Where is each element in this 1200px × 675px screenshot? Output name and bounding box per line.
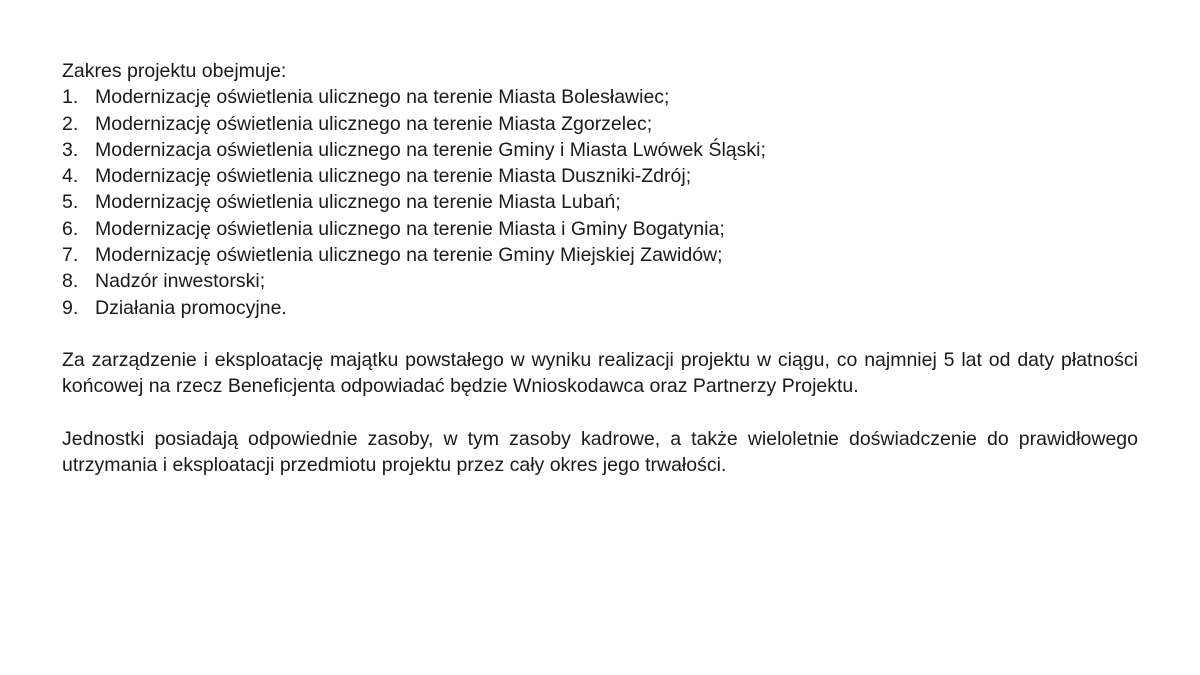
item-number: 1. xyxy=(62,86,79,109)
list-item xyxy=(62,111,1138,137)
item-number: 7. xyxy=(62,244,79,267)
item-number: 2. xyxy=(62,112,79,135)
item-number: 9. xyxy=(62,296,79,319)
list-item xyxy=(62,84,1138,110)
item-number: 8. xyxy=(62,270,79,293)
list-item xyxy=(62,189,1138,215)
list-item xyxy=(62,216,1138,242)
item-text: Modernizację oświetlenia ulicznego na terenie Miasta Zgorzelec; xyxy=(95,112,653,135)
management-paragraph: Za zarządzenie i eksploatację majątku powstałego w wyniku realizacji projektu w ciągu, co najmniej 5 lat od daty płatności końcowej na rzecz Beneficjenta odpowiadać będzie Wnioskodawca oraz Partnerzy Projektu. xyxy=(62,348,1138,398)
item-text: Modernizacja oświetlenia ulicznego na terenie Gminy i Miasta Lwówek Śląski; xyxy=(95,138,766,161)
slide-content xyxy=(62,58,1138,478)
resources-paragraph: Jednostki posiadają odpowiednie zasoby, w tym zasoby kadrowe, a także wieloletnie doświadczenie do prawidłowego utrzymania i eksploatacji przedmiotu projektu przez cały okres jego trwałości. xyxy=(62,427,1138,476)
item-text: Modernizację oświetlenia ulicznego na terenie Miasta Bolesławiec; xyxy=(95,86,670,109)
item-number: 5. xyxy=(62,191,79,214)
list-item xyxy=(62,137,1138,163)
list-item xyxy=(62,295,1138,321)
item-text: Modernizację oświetlenia ulicznego na terenie Miasta Duszniki-Zdrój; xyxy=(95,165,692,188)
list-item xyxy=(62,163,1138,189)
item-text: Modernizację oświetlenia ulicznego na terenie Gminy Miejskiej Zawidów; xyxy=(95,244,723,267)
list-item xyxy=(62,268,1138,294)
item-text: Modernizację oświetlenia ulicznego na terenie Miasta Lubań; xyxy=(95,191,621,214)
item-text: Nadzór inwestorski; xyxy=(95,270,266,293)
item-number: 3. xyxy=(62,138,79,161)
scope-list xyxy=(62,84,1138,321)
item-text: Modernizację oświetlenia ulicznego na terenie Miasta i Gminy Bogatynia; xyxy=(95,217,725,240)
item-text: Działania promocyjne. xyxy=(95,296,287,319)
item-number: 6. xyxy=(62,217,79,240)
item-number: 4. xyxy=(62,165,79,188)
scope-intro: Zakres projektu obejmuje: xyxy=(62,60,287,82)
list-item xyxy=(62,242,1138,268)
